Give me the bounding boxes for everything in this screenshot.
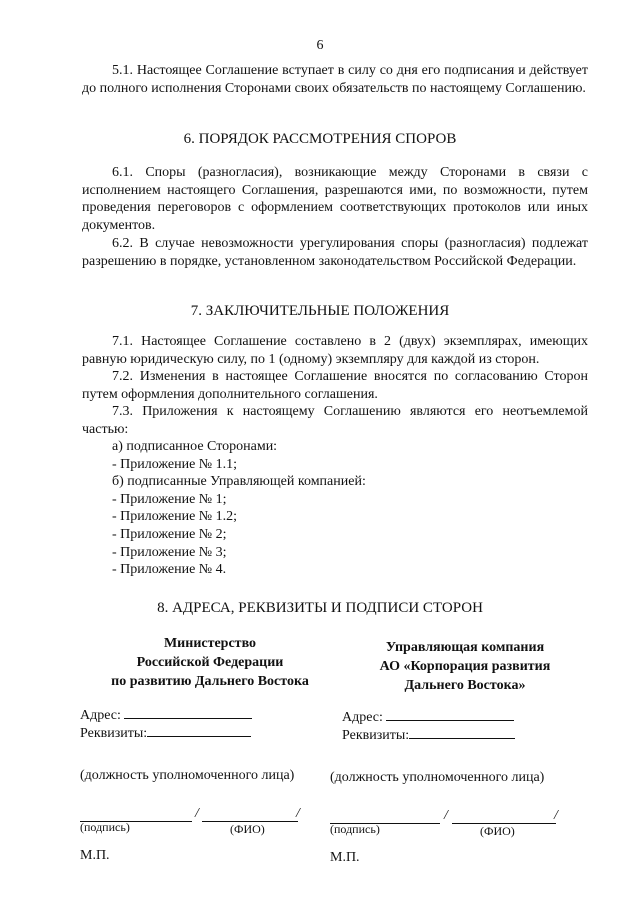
page-number: 6: [316, 38, 324, 53]
left-signature-caption: (подпись): [80, 820, 130, 834]
list-item: б) подписанные Управляющей компанией:: [112, 474, 366, 490]
right-stamp-label: М.П.: [330, 850, 360, 865]
list-item: - Приложение № 1.1;: [112, 456, 238, 472]
right-requisites-line: [409, 724, 515, 739]
section-7-title: 7. ЗАКЛЮЧИТЕЛЬНЫЕ ПОЛОЖЕНИЯ: [190, 303, 450, 319]
clause-7-1: 7.1. Настоящее Соглашение составлено в 2 (двух) экземплярах, имеющих равную юридическую силу, по 1 (одному) экземпляру для каждой из сторон.: [82, 334, 588, 367]
left-address-field: Адрес:: [80, 704, 252, 724]
right-fio-caption: (ФИО): [480, 824, 515, 838]
left-requisites-field: Реквизиты:: [80, 722, 251, 742]
clause-7-2: 7.2. Изменения в настоящее Соглашение вносятся по согласованию Сторон путем оформления дополнительного соглашения.: [82, 369, 588, 402]
list-item: - Приложение № 2;: [112, 526, 227, 542]
right-slash: /: [444, 808, 448, 823]
list-item: - Приложение № 1.2;: [112, 509, 238, 525]
right-signature-caption: (подпись): [330, 822, 380, 836]
list-item: - Приложение № 3;: [112, 544, 227, 560]
right-party-name: Управляющая компания АО «Корпорация развития Дальнего Востока»: [379, 640, 551, 693]
right-slash-end: /: [554, 808, 558, 823]
left-party-name: Министерство Российской Федерации по развитию Дальнего Востока: [111, 636, 309, 689]
left-position-label: (должность уполномоченного лица): [80, 768, 295, 783]
left-stamp-label: М.П.: [80, 848, 110, 863]
left-requisites-line: [147, 722, 251, 737]
list-item: - Приложение № 1;: [112, 491, 227, 507]
right-address-line: [386, 706, 514, 721]
clause-7-3: 7.3. Приложения к настоящему Соглашению являются его неотъемлемой частью:: [82, 404, 588, 437]
section-8-title: 8. АДРЕСА, РЕКВИЗИТЫ И ПОДПИСИ СТОРОН: [157, 600, 483, 616]
clause-6-1: 6.1. Споры (разногласия), возникающие между Сторонами в связи с исполнением настоящего Соглашения, разрешаются ими, по возможности, путем проведения переговоров с оформлением соответствующих протоколов или иных документов.: [82, 165, 588, 233]
appendix-list: [112, 438, 366, 579]
list-item: а) подписанное Сторонами:: [112, 439, 278, 454]
left-address-line: [124, 704, 252, 719]
clause-6-2: 6.2. В случае невозможности урегулирования споры (разногласия) подлежат разрешению в порядке, установленном законодательством Российской Федерации.: [82, 236, 588, 269]
left-slash: /: [195, 806, 199, 821]
section-6-title: 6. ПОРЯДОК РАССМОТРЕНИЯ СПОРОВ: [183, 131, 457, 147]
left-slash-end: /: [296, 806, 300, 821]
right-requisites-field: Реквизиты:: [342, 724, 515, 744]
right-position-label: (должность уполномоченного лица): [330, 770, 545, 785]
clause-5-1: 5.1. Настоящее Соглашение вступает в силу со дня его подписания и действует до полного исполнения Сторонами своих обязательств по настоящему Соглашению.: [82, 63, 588, 96]
right-address-field: Адрес:: [342, 706, 514, 726]
left-fio-caption: (ФИО): [230, 822, 265, 836]
list-item: - Приложение № 4.: [112, 562, 227, 578]
